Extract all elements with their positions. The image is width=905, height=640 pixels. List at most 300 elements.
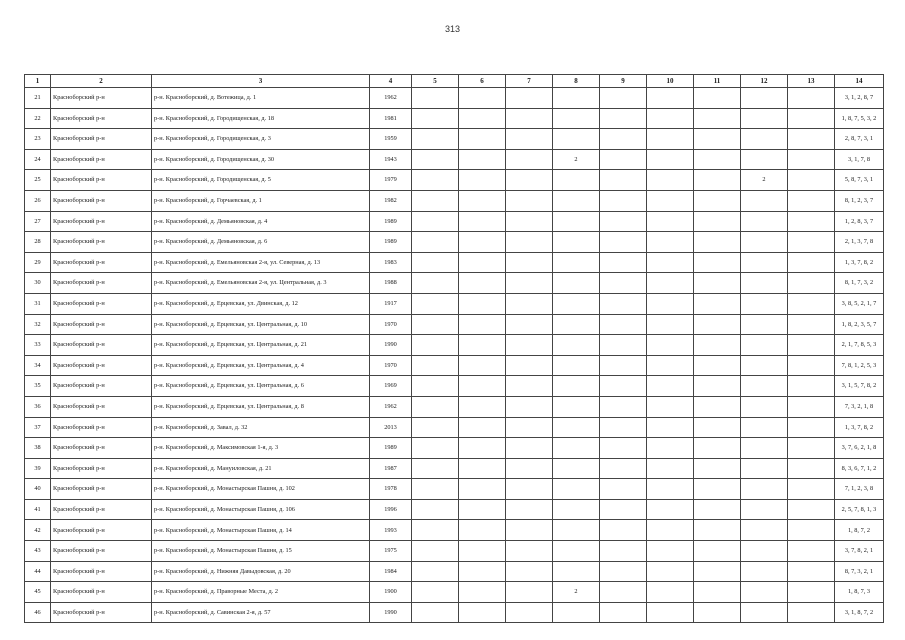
cell-address: р-н. Красноборский, д. Ерцевская, ул. Центральная, д. 10: [152, 314, 370, 335]
cell-col5: [412, 479, 459, 500]
cell-col12: [741, 541, 788, 562]
cell-number: 36: [25, 396, 51, 417]
cell-year: 1969: [370, 376, 412, 397]
cell-codes: 3, 7, 6, 2, 1, 8: [835, 438, 884, 459]
cell-district: Красноборский р-н: [51, 232, 152, 253]
cell-year: 1989: [370, 438, 412, 459]
cell-codes: 8, 1, 2, 3, 7: [835, 190, 884, 211]
cell-district: Красноборский р-н: [51, 211, 152, 232]
cell-col6: [459, 170, 506, 191]
cell-col5: [412, 520, 459, 541]
cell-year: 1982: [370, 190, 412, 211]
cell-col6: [459, 149, 506, 170]
cell-number: 31: [25, 293, 51, 314]
cell-year: 1900: [370, 582, 412, 603]
cell-district: Красноборский р-н: [51, 499, 152, 520]
cell-col8: [553, 293, 600, 314]
cell-col8: [553, 499, 600, 520]
cell-col13: [788, 479, 835, 500]
cell-col6: [459, 211, 506, 232]
table-body: [25, 88, 884, 623]
cell-col7: [506, 561, 553, 582]
cell-codes: 3, 1, 8, 7, 2: [835, 602, 884, 623]
cell-col9: [600, 458, 647, 479]
column-header: 5: [412, 75, 459, 88]
cell-col10: [647, 396, 694, 417]
cell-col6: [459, 417, 506, 438]
cell-col6: [459, 582, 506, 603]
cell-col8: [553, 376, 600, 397]
cell-number: 22: [25, 108, 51, 129]
column-header: 2: [51, 75, 152, 88]
cell-col9: [600, 520, 647, 541]
cell-col13: [788, 88, 835, 109]
cell-col9: [600, 541, 647, 562]
cell-address: р-н. Красноборский, д. Савинская 2-я, д. 57: [152, 602, 370, 623]
cell-col6: [459, 335, 506, 356]
cell-col11: [694, 293, 741, 314]
cell-col5: [412, 149, 459, 170]
cell-col10: [647, 273, 694, 294]
cell-col12: [741, 499, 788, 520]
cell-number: 23: [25, 129, 51, 150]
cell-codes: 2, 8, 7, 3, 1: [835, 129, 884, 150]
cell-col7: [506, 232, 553, 253]
cell-col8: [553, 129, 600, 150]
cell-col7: [506, 602, 553, 623]
cell-number: 28: [25, 232, 51, 253]
cell-codes: 5, 8, 7, 3, 1: [835, 170, 884, 191]
cell-number: 40: [25, 479, 51, 500]
cell-col5: [412, 417, 459, 438]
cell-col6: [459, 602, 506, 623]
table-row: [25, 149, 884, 170]
cell-col8: [553, 355, 600, 376]
cell-col10: [647, 479, 694, 500]
cell-address: р-н. Красноборский, д. Монастырская Пашня, д. 15: [152, 541, 370, 562]
table-row: [25, 602, 884, 623]
cell-col5: [412, 355, 459, 376]
cell-col6: [459, 273, 506, 294]
cell-col6: [459, 88, 506, 109]
cell-codes: 1, 8, 7, 3: [835, 582, 884, 603]
cell-col13: [788, 417, 835, 438]
cell-district: Красноборский р-н: [51, 417, 152, 438]
cell-district: Красноборский р-н: [51, 376, 152, 397]
cell-number: 24: [25, 149, 51, 170]
cell-col10: [647, 355, 694, 376]
cell-year: 1917: [370, 293, 412, 314]
cell-col13: [788, 438, 835, 459]
cell-col11: [694, 335, 741, 356]
table-row: [25, 458, 884, 479]
cell-col12: [741, 190, 788, 211]
cell-col12: [741, 355, 788, 376]
cell-col9: [600, 252, 647, 273]
cell-col8: [553, 190, 600, 211]
cell-col9: [600, 190, 647, 211]
cell-col5: [412, 438, 459, 459]
cell-address: р-н. Красноборский, д. Монастырская Пашня, д. 106: [152, 499, 370, 520]
cell-col6: [459, 314, 506, 335]
cell-codes: 3, 7, 8, 2, 1: [835, 541, 884, 562]
cell-number: 32: [25, 314, 51, 335]
cell-col10: [647, 108, 694, 129]
cell-codes: 7, 1, 2, 3, 8: [835, 479, 884, 500]
table-row: [25, 252, 884, 273]
table-row: [25, 335, 884, 356]
cell-col12: [741, 273, 788, 294]
cell-col11: [694, 149, 741, 170]
cell-col13: [788, 211, 835, 232]
cell-col10: [647, 499, 694, 520]
cell-col8: [553, 520, 600, 541]
cell-col10: [647, 335, 694, 356]
cell-year: 1978: [370, 479, 412, 500]
cell-col11: [694, 129, 741, 150]
cell-district: Красноборский р-н: [51, 190, 152, 211]
cell-year: 1983: [370, 252, 412, 273]
cell-col13: [788, 314, 835, 335]
cell-col7: [506, 396, 553, 417]
column-header: 10: [647, 75, 694, 88]
table-row: [25, 396, 884, 417]
cell-col13: [788, 129, 835, 150]
cell-col9: [600, 602, 647, 623]
table-row: [25, 190, 884, 211]
cell-address: р-н. Красноборский, д. Монастырская Пашня, д. 14: [152, 520, 370, 541]
cell-col11: [694, 170, 741, 191]
cell-col12: [741, 149, 788, 170]
column-header: 8: [553, 75, 600, 88]
cell-col10: [647, 520, 694, 541]
cell-codes: 1, 2, 8, 3, 7: [835, 211, 884, 232]
cell-col6: [459, 479, 506, 500]
cell-col7: [506, 520, 553, 541]
table-row: [25, 499, 884, 520]
cell-col10: [647, 129, 694, 150]
cell-col6: [459, 129, 506, 150]
table-row: [25, 541, 884, 562]
table-row: [25, 108, 884, 129]
cell-codes: 2, 5, 7, 8, 1, 3: [835, 499, 884, 520]
cell-col5: [412, 314, 459, 335]
cell-col10: [647, 190, 694, 211]
cell-col13: [788, 252, 835, 273]
cell-col12: [741, 252, 788, 273]
cell-year: 1970: [370, 314, 412, 335]
cell-col7: [506, 582, 553, 603]
cell-col9: [600, 376, 647, 397]
table-row: [25, 561, 884, 582]
cell-col11: [694, 190, 741, 211]
cell-col10: [647, 314, 694, 335]
cell-year: 1996: [370, 499, 412, 520]
cell-col9: [600, 170, 647, 191]
cell-col5: [412, 293, 459, 314]
cell-col10: [647, 293, 694, 314]
cell-col5: [412, 273, 459, 294]
cell-number: 27: [25, 211, 51, 232]
cell-col13: [788, 232, 835, 253]
cell-col13: [788, 149, 835, 170]
cell-number: 41: [25, 499, 51, 520]
cell-number: 42: [25, 520, 51, 541]
cell-col8: 2: [553, 149, 600, 170]
cell-col13: [788, 520, 835, 541]
column-header: 12: [741, 75, 788, 88]
cell-col6: [459, 108, 506, 129]
cell-district: Красноборский р-н: [51, 108, 152, 129]
cell-col8: 2: [553, 582, 600, 603]
cell-year: 1962: [370, 88, 412, 109]
cell-col13: [788, 190, 835, 211]
cell-col13: [788, 541, 835, 562]
cell-col13: [788, 170, 835, 191]
cell-col12: [741, 293, 788, 314]
table-row: [25, 88, 884, 109]
cell-col11: [694, 561, 741, 582]
cell-district: Красноборский р-н: [51, 479, 152, 500]
cell-address: р-н. Красноборский, д. Монастырская Пашня, д. 102: [152, 479, 370, 500]
cell-address: р-н. Красноборский, д. Городищенская, д. 18: [152, 108, 370, 129]
cell-district: Красноборский р-н: [51, 129, 152, 150]
cell-district: Красноборский р-н: [51, 541, 152, 562]
table-row: [25, 232, 884, 253]
cell-col7: [506, 88, 553, 109]
header-row: [25, 75, 884, 88]
cell-col5: [412, 499, 459, 520]
cell-number: 38: [25, 438, 51, 459]
cell-col8: [553, 170, 600, 191]
cell-col12: [741, 396, 788, 417]
cell-col8: [553, 438, 600, 459]
cell-col5: [412, 396, 459, 417]
cell-col7: [506, 108, 553, 129]
cell-number: 35: [25, 376, 51, 397]
cell-col12: [741, 108, 788, 129]
cell-col11: [694, 602, 741, 623]
cell-address: р-н. Красноборский, д. Нижняя Давыдовская, д. 20: [152, 561, 370, 582]
cell-col8: [553, 541, 600, 562]
cell-district: Красноборский р-н: [51, 170, 152, 191]
cell-district: Красноборский р-н: [51, 582, 152, 603]
cell-col13: [788, 376, 835, 397]
cell-col6: [459, 561, 506, 582]
cell-number: 33: [25, 335, 51, 356]
cell-col9: [600, 355, 647, 376]
cell-codes: 1, 8, 7, 5, 3, 2: [835, 108, 884, 129]
cell-col9: [600, 499, 647, 520]
cell-year: 1943: [370, 149, 412, 170]
cell-col12: [741, 376, 788, 397]
cell-col7: [506, 499, 553, 520]
cell-col8: [553, 232, 600, 253]
cell-district: Красноборский р-н: [51, 149, 152, 170]
cell-col5: [412, 108, 459, 129]
table-row: [25, 293, 884, 314]
cell-number: 29: [25, 252, 51, 273]
cell-col9: [600, 582, 647, 603]
cell-codes: 8, 7, 3, 2, 1: [835, 561, 884, 582]
cell-col10: [647, 232, 694, 253]
cell-col11: [694, 499, 741, 520]
cell-number: 21: [25, 88, 51, 109]
cell-col7: [506, 355, 553, 376]
cell-year: 1993: [370, 520, 412, 541]
cell-year: 1990: [370, 602, 412, 623]
table-row: [25, 355, 884, 376]
cell-codes: 8, 3, 6, 7, 1, 2: [835, 458, 884, 479]
cell-address: р-н. Красноборский, д. Вотежица, д. 1: [152, 88, 370, 109]
cell-district: Красноборский р-н: [51, 88, 152, 109]
cell-col6: [459, 293, 506, 314]
cell-col5: [412, 582, 459, 603]
cell-year: 1987: [370, 458, 412, 479]
cell-year: 1975: [370, 541, 412, 562]
cell-codes: 3, 1, 5, 7, 8, 2: [835, 376, 884, 397]
cell-col11: [694, 355, 741, 376]
cell-col12: [741, 520, 788, 541]
cell-col6: [459, 232, 506, 253]
cell-col5: [412, 541, 459, 562]
cell-col6: [459, 541, 506, 562]
cell-col10: [647, 252, 694, 273]
cell-col9: [600, 561, 647, 582]
cell-codes: 3, 8, 5, 2, 1, 7: [835, 293, 884, 314]
cell-col10: [647, 541, 694, 562]
cell-number: 43: [25, 541, 51, 562]
cell-codes: 2, 1, 3, 7, 8: [835, 232, 884, 253]
table-row: [25, 314, 884, 335]
cell-col7: [506, 149, 553, 170]
cell-col9: [600, 293, 647, 314]
cell-col10: [647, 458, 694, 479]
cell-district: Красноборский р-н: [51, 458, 152, 479]
cell-col11: [694, 252, 741, 273]
cell-col6: [459, 355, 506, 376]
column-header: 9: [600, 75, 647, 88]
cell-col9: [600, 211, 647, 232]
cell-col7: [506, 438, 553, 459]
cell-year: 1989: [370, 232, 412, 253]
cell-col12: [741, 561, 788, 582]
cell-col12: [741, 211, 788, 232]
cell-col13: [788, 396, 835, 417]
column-header: 14: [835, 75, 884, 88]
cell-codes: 1, 8, 7, 2: [835, 520, 884, 541]
cell-col12: [741, 438, 788, 459]
cell-address: р-н. Красноборский, д. Городищенская, д. 3: [152, 129, 370, 150]
cell-col7: [506, 252, 553, 273]
cell-col7: [506, 335, 553, 356]
cell-year: 1988: [370, 273, 412, 294]
cell-col7: [506, 273, 553, 294]
cell-col13: [788, 355, 835, 376]
cell-address: р-н. Красноборский, д. Ерцевская, ул. Центральная, д. 4: [152, 355, 370, 376]
cell-col7: [506, 293, 553, 314]
cell-address: р-н. Красноборский, д. Демьяновская, д. 6: [152, 232, 370, 253]
cell-col12: [741, 458, 788, 479]
cell-col13: [788, 108, 835, 129]
cell-col12: [741, 335, 788, 356]
cell-col9: [600, 479, 647, 500]
cell-col5: [412, 335, 459, 356]
cell-col9: [600, 149, 647, 170]
table-row: [25, 438, 884, 459]
cell-address: р-н. Красноборский, д. Мануиловская, д. 21: [152, 458, 370, 479]
cell-col9: [600, 438, 647, 459]
cell-col11: [694, 479, 741, 500]
cell-address: р-н. Красноборский, д. Максимовская 1-я, д. 3: [152, 438, 370, 459]
cell-col8: [553, 561, 600, 582]
cell-col11: [694, 314, 741, 335]
cell-year: 1990: [370, 335, 412, 356]
cell-number: 44: [25, 561, 51, 582]
cell-col13: [788, 293, 835, 314]
cell-col12: [741, 602, 788, 623]
cell-col8: [553, 108, 600, 129]
cell-codes: 3, 1, 7, 8: [835, 149, 884, 170]
cell-col9: [600, 232, 647, 253]
table-row: [25, 170, 884, 191]
cell-col9: [600, 108, 647, 129]
cell-col12: [741, 582, 788, 603]
registry-table: [24, 74, 884, 623]
cell-number: 30: [25, 273, 51, 294]
cell-col6: [459, 458, 506, 479]
cell-codes: 1, 3, 7, 8, 2: [835, 417, 884, 438]
cell-col7: [506, 190, 553, 211]
cell-address: р-н. Красноборский, д. Ерцевская, ул. Центральная, д. 6: [152, 376, 370, 397]
column-header: 6: [459, 75, 506, 88]
cell-col5: [412, 232, 459, 253]
cell-col6: [459, 499, 506, 520]
cell-district: Красноборский р-н: [51, 273, 152, 294]
cell-col11: [694, 582, 741, 603]
cell-col12: [741, 232, 788, 253]
cell-codes: 8, 1, 7, 3, 2: [835, 273, 884, 294]
cell-number: 45: [25, 582, 51, 603]
cell-col6: [459, 376, 506, 397]
cell-district: Красноборский р-н: [51, 355, 152, 376]
cell-col13: [788, 273, 835, 294]
cell-address: р-н. Красноборский, д. Емельяновская 2-я, ул. Северная, д. 13: [152, 252, 370, 273]
cell-col10: [647, 561, 694, 582]
cell-col11: [694, 541, 741, 562]
cell-year: 2013: [370, 417, 412, 438]
cell-col13: [788, 582, 835, 603]
cell-col9: [600, 314, 647, 335]
cell-col11: [694, 211, 741, 232]
cell-address: р-н. Красноборский, д. Ерцевская, ул. Центральная, д. 21: [152, 335, 370, 356]
cell-col11: [694, 438, 741, 459]
cell-col5: [412, 88, 459, 109]
cell-col8: [553, 479, 600, 500]
cell-district: Красноборский р-н: [51, 520, 152, 541]
cell-col7: [506, 541, 553, 562]
column-header: 1: [25, 75, 51, 88]
cell-col7: [506, 211, 553, 232]
cell-col5: [412, 211, 459, 232]
column-header: 7: [506, 75, 553, 88]
cell-district: Красноборский р-н: [51, 396, 152, 417]
cell-col7: [506, 376, 553, 397]
cell-address: р-н. Красноборский, д. Городищенская, д. 5: [152, 170, 370, 191]
cell-codes: 3, 1, 2, 8, 7: [835, 88, 884, 109]
page-number: 313: [444, 24, 461, 34]
table-row: [25, 479, 884, 500]
